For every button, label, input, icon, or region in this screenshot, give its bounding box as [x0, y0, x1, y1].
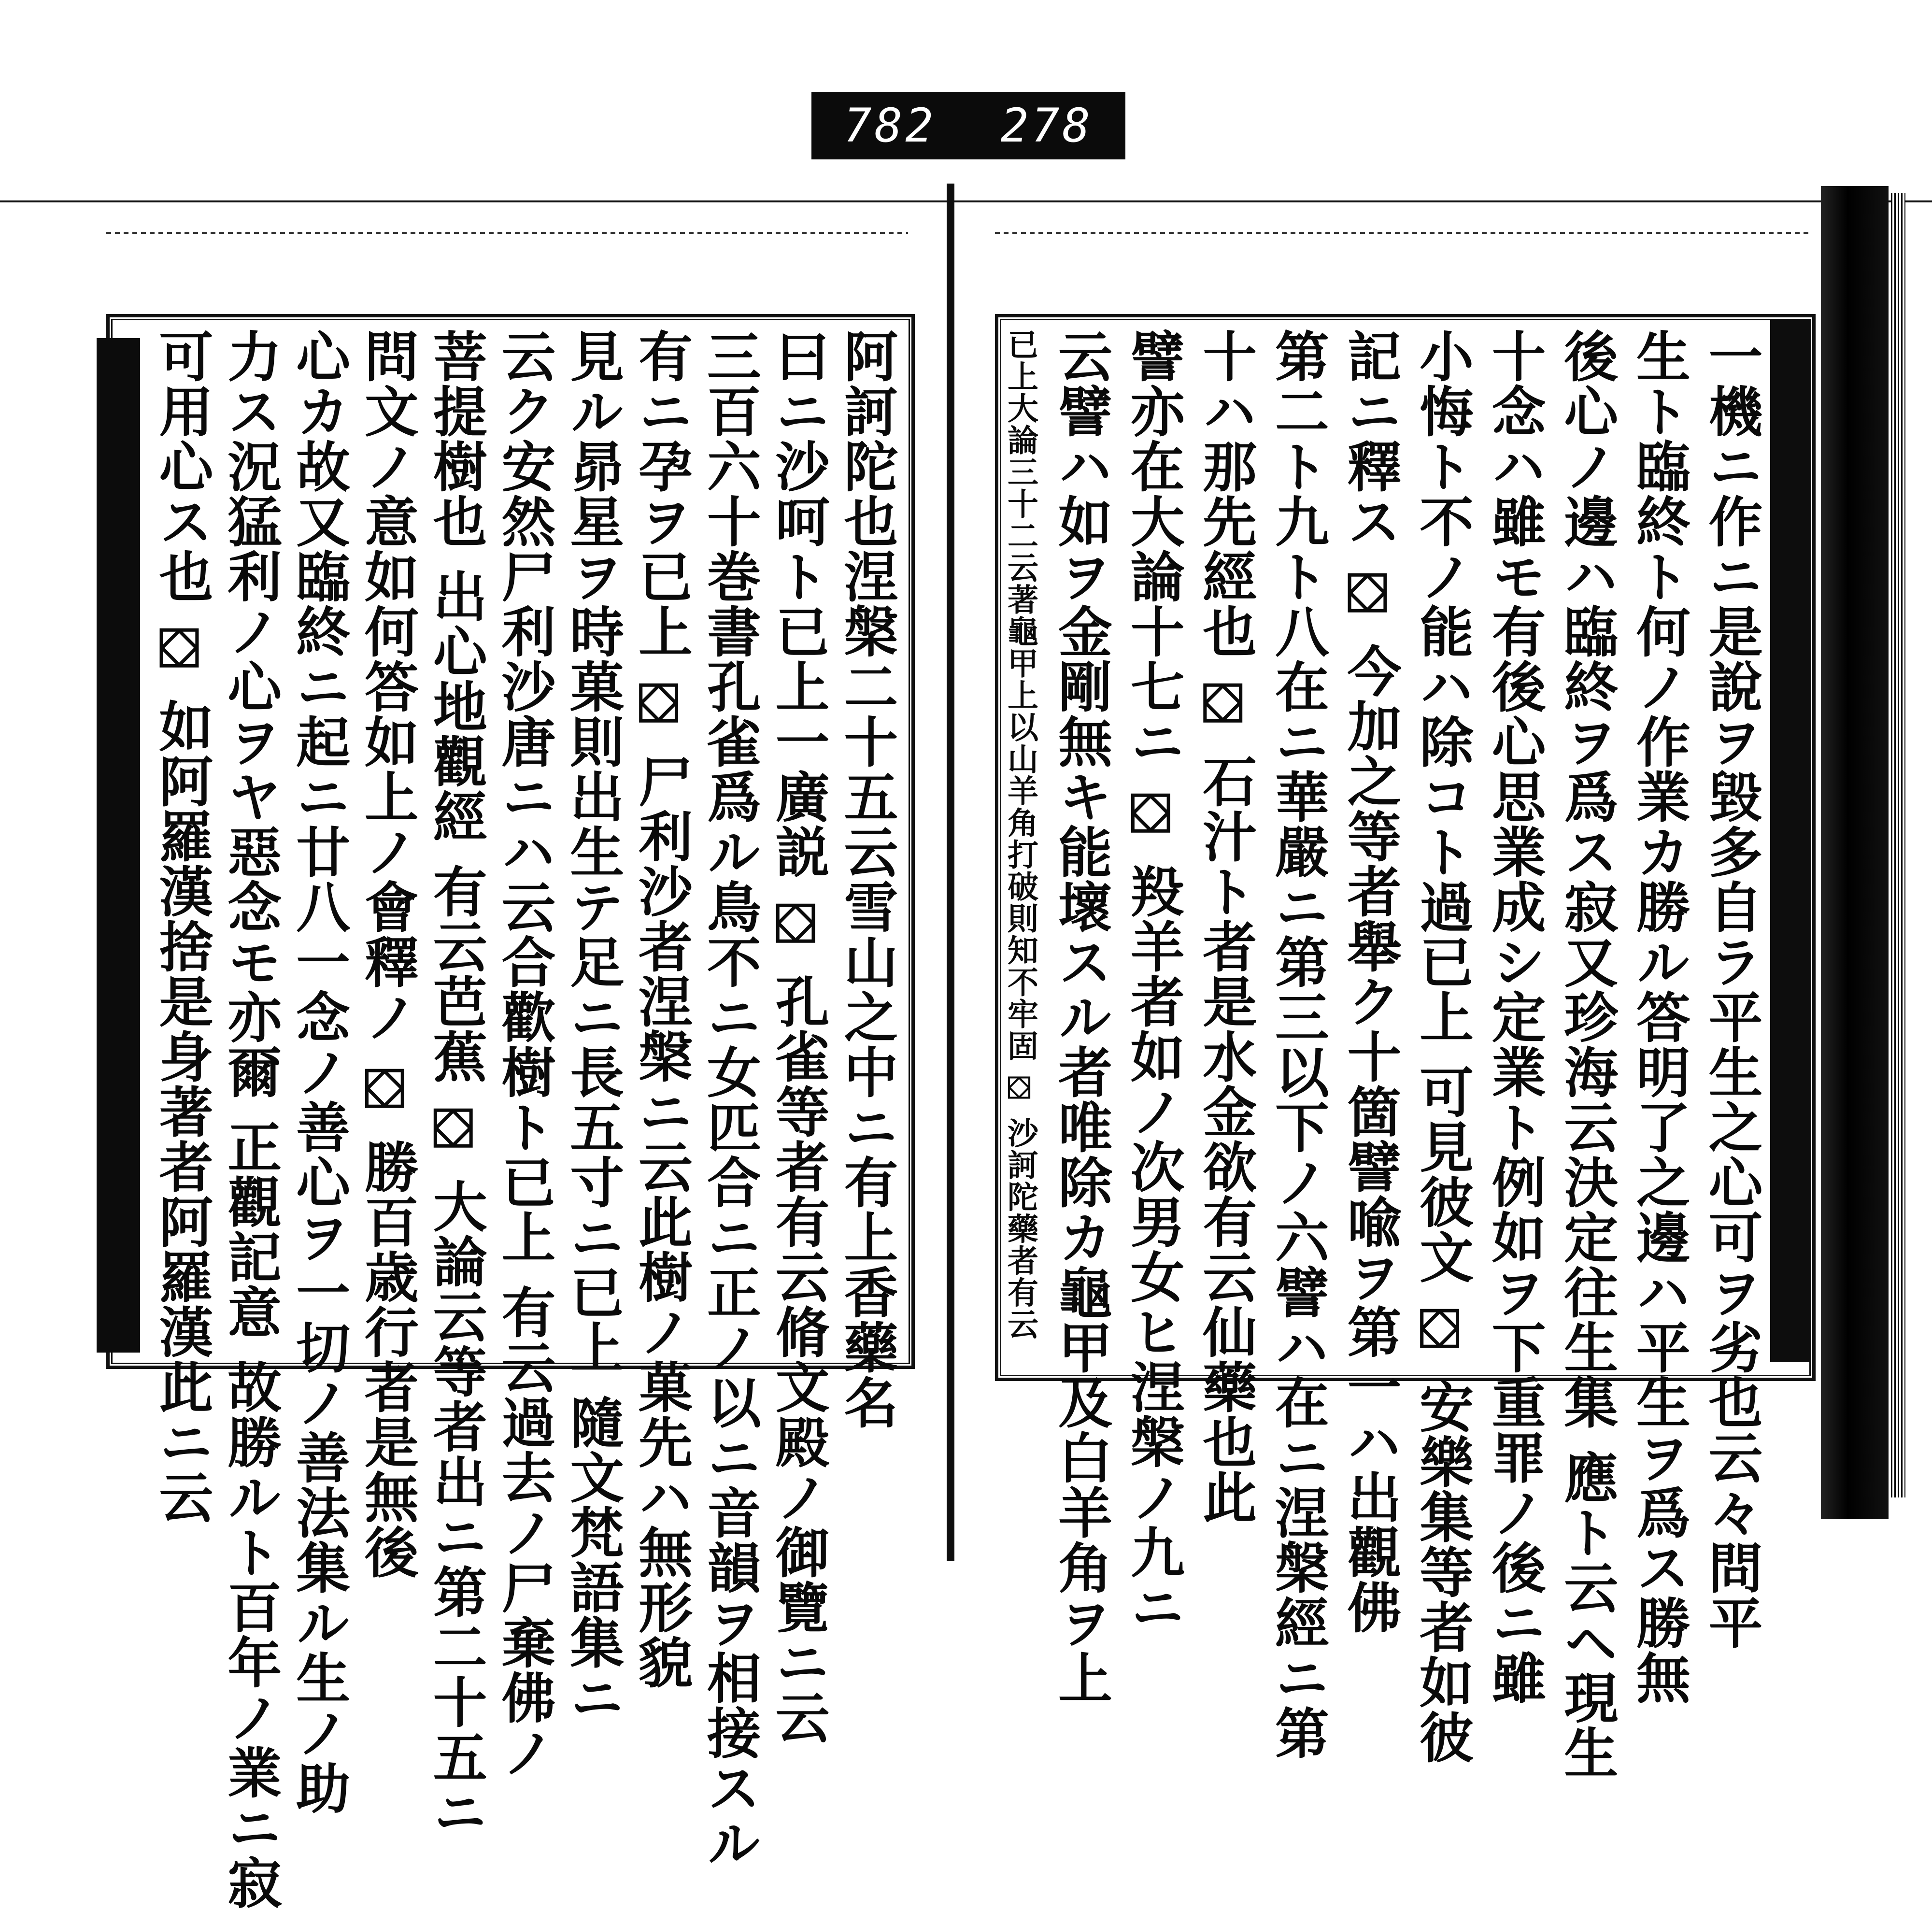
text-column: 後心ノ邊ハ臨終ヲ爲ス寂又珍海云決定往生集 應ト云ヘ現生 — [1555, 328, 1619, 1780]
text-column: 一機ニ作ニ是說ヲ毀多自ラ平生之心可ヲ劣也云々問平 — [1699, 328, 1763, 1650]
right-page-number: 278 — [1000, 99, 1094, 153]
book-gutter — [947, 184, 954, 1561]
text-column: 曰ニ沙呵ト已上一廣説 ⛋ 孔雀等者有云脩文殿ノ御覽ニ云 — [767, 328, 830, 1745]
left-page-margin-tab — [97, 338, 140, 1353]
right-page-shadow — [1821, 186, 1889, 1519]
text-column: 有ニ孕ヲ已上 ⛋ 尸利沙者涅槃ニ云此樹ノ菓先ハ無形貌 — [629, 328, 693, 1690]
text-column: 可用心ス也 ⛋ 如阿羅漢捨是身著者阿羅漢此ニ云 — [150, 328, 213, 1525]
text-column: 譬亦在大論十七ニ ⛋ 羖羊者如ノ次男女ヒ涅槃ノ九ニ — [1122, 328, 1185, 1635]
text-column: 云ク安然尸利沙唐ニハ云合歡樹ト已上 有云過去ノ尸棄佛ノ — [492, 328, 556, 1780]
right-page-margin-tab — [1770, 319, 1811, 1362]
right-page-text — [1002, 328, 1763, 1780]
right-page-edge — [1891, 193, 1905, 1497]
text-column: 記ニ釋ス ⛋ 今加之等者舉ク十箇譬喩ヲ第一ハ出觀佛 — [1338, 328, 1402, 1635]
left-header-rule — [106, 232, 908, 234]
text-column: 十ハ那先經也 ⛋ 石汁ト者是水金欲有云仙藥也此 — [1193, 328, 1257, 1525]
text-column: 三百六十巻書孔雀爲ル鳥不ニ女匹合ニ正ノ以ニ音韻ヲ相接スル — [698, 328, 762, 1870]
catalog-number-plate — [811, 92, 1125, 159]
text-column: 十念ハ雖モ有後心思業成シ定業ト例如ヲ下重罪ノ後ニ雖 — [1483, 328, 1547, 1705]
text-column: 菩提樹也 出心地觀經 有云芭蕉 ⛋ 大論云等者出ニ第二十五ニ — [424, 328, 488, 1839]
text-column: 生ト臨終ト何ノ作業カ勝ル答明了之邊ハ平生ヲ爲ス勝無 — [1627, 328, 1691, 1705]
scan-top-rule — [0, 200, 1932, 202]
text-column-annotation: 已上大論三十二云著龜甲上以山羊角打破則知不牢固 ⛋ 沙訶陀藥者有云 — [1002, 328, 1038, 1340]
text-column: 阿訶陀也涅槃二十五云雪山之中ニ有上香藥名 — [835, 328, 898, 1430]
text-column: 力ス況猛利ノ心ヲヤ惡念モ亦爾 正觀記意 故勝ルト百年ノ業ニ寂 — [218, 328, 282, 1910]
left-page-text — [150, 328, 898, 1910]
text-column: 第二ト九ト八在ニ華嚴ニ第三以下ノ六譬ハ在ニ涅槃經ニ第 — [1266, 328, 1330, 1760]
text-column: 小悔ト不ノ能ハ除コト過已上 可見彼文 ⛋ 安樂集等者如彼 — [1410, 328, 1474, 1765]
text-column: 心カ故又臨終ニ起ニ廿八一念ノ善心ヲ一切ノ善法集ル生ノ助 — [287, 328, 351, 1815]
right-header-rule — [995, 232, 1809, 234]
text-column: 見ル昴星ヲ時菓則出生テ足ニ長五寸ニ已上 隨文梵語集ニ — [561, 328, 625, 1725]
text-column: 云譬ハ如ヲ金剛無キ能壞スル者唯除カ龜甲及白羊角ヲ上 — [1049, 328, 1113, 1705]
left-page-number: 782 — [843, 99, 937, 153]
text-column: 問文ノ意如何答如上ノ會釋ノ ⛋ 勝百歳行者是無後 — [355, 328, 419, 1580]
